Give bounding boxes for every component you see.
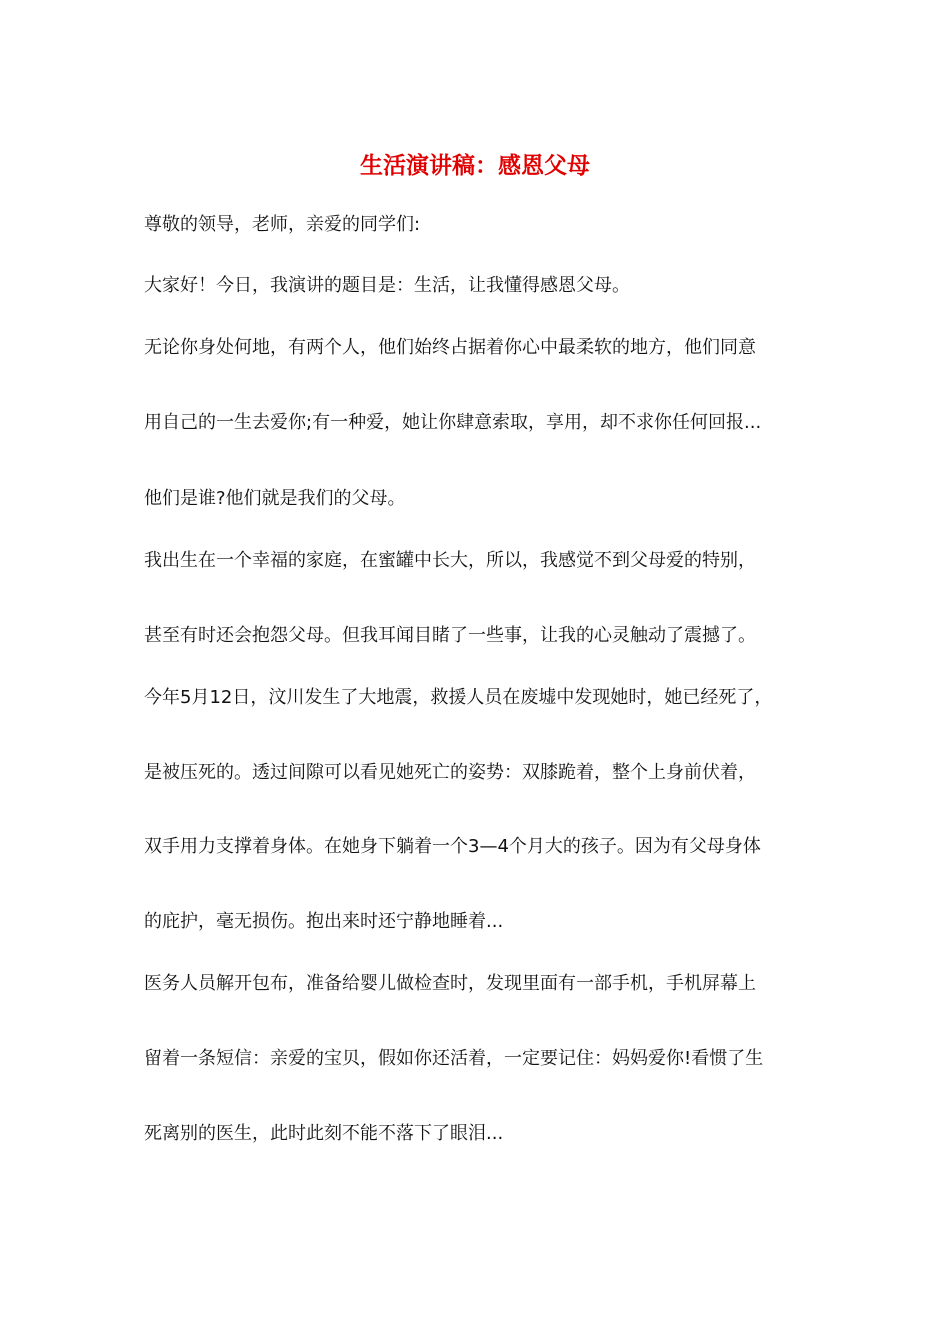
body-line-6: 我出生在一个幸福的家庭，在蜜罐中长大，所以，我感觉不到父母爱的特别，	[144, 550, 756, 571]
body-line-4: 用自己的一生去爱你;有一种爱，她让你肆意索取，享用，却不求你任何回报...	[144, 412, 762, 433]
body-line-12: 医务人员解开包布，准备给婴儿做检查时，发现里面有一部手机，手机屏幕上	[144, 973, 756, 994]
document-title: 生活演讲稿：感恩父母	[360, 152, 590, 179]
body-line-2: 大家好！今日，我演讲的题目是：生活，让我懂得感恩父母。	[144, 275, 630, 296]
body-line-5: 他们是谁?他们就是我们的父母。	[144, 488, 406, 509]
body-line-11: 的庇护，毫无损伤。抱出来时还宁静地睡着...	[144, 911, 504, 932]
body-line-3: 无论你身处何地，有两个人，他们始终占据着你心中最柔软的地方，他们同意	[144, 337, 756, 358]
body-line-9: 是被压死的。透过间隙可以看见她死亡的姿势：双膝跪着，整个上身前伏着，	[144, 762, 756, 783]
body-line-10: 双手用力支撑着身体。在她身下躺着一个3—4个月大的孩子。因为有父母身体	[144, 836, 761, 857]
body-line-1: 尊敬的领导，老师，亲爱的同学们:	[144, 214, 421, 235]
body-line-8: 今年5月12日，汶川发生了大地震，救援人员在废墟中发现她时，她已经死了，	[144, 687, 773, 708]
body-line-14: 死离别的医生，此时此刻不能不落下了眼泪...	[144, 1123, 504, 1144]
body-line-13: 留着一条短信：亲爱的宝贝，假如你还活着，一定要记住：妈妈爱你!看惯了生	[144, 1048, 764, 1069]
body-line-7: 甚至有时还会抱怨父母。但我耳闻目睹了一些事，让我的心灵触动了震撼了。	[144, 625, 756, 646]
